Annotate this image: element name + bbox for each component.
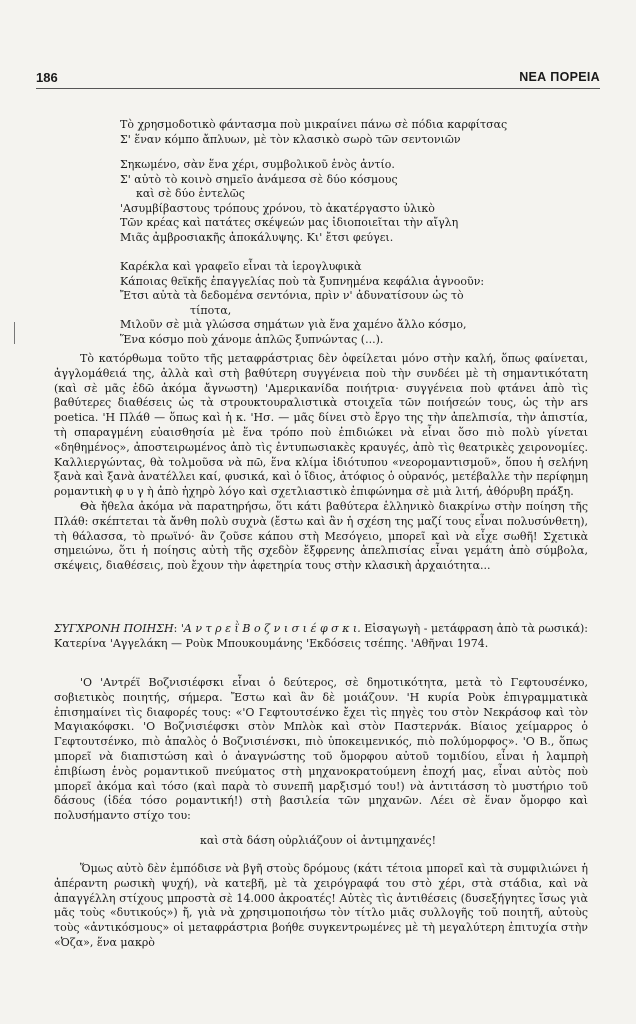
magazine-title: ΝΕΑ ΠΟΡΕΙΑ xyxy=(519,70,600,84)
poem-line: καὶ σὲ δύο ἐντελῶς xyxy=(136,187,245,200)
header-rule xyxy=(36,88,600,89)
review-heading xyxy=(54,622,588,652)
poem-line: 'Ασυμβίβαστους τρόπους χρόνου, τὸ ἀκατέργαστο ὑλικὸ xyxy=(120,201,435,215)
poem-line: Κάποιας θεϊκῆς ἐπαγγελίας ποὺ τὰ ξυπνημένα κεφάλια ἀγνοοῦν: xyxy=(120,274,485,288)
paragraph: Θὰ ἤθελα ἀκόμα νὰ παρατηρήσω, ὅτι κάτι βαθύτερα ἑλληνικὸ διακρίνω στὴν ποίηση τῆς Πλάθ: σκέπτεται τὰ ἄνθη πολὺ συχνὰ (ἔστω καὶ ἂν ἡ σχέση της μαζί τους εἶναι πολυσύνθετη), τὴ θάλασσα, τὸ πρωϊνό· ἂν ζοῦσε κάπου στὴ Μεσόγειο, μπορεῖ καὶ νὰ εἶχε σωθῆ! Σχετικὰ σημειώνω, ὅτι ἡ ποίησις αὐτὴ τῆς σχεδὸν ἔξφρενης ἀπελπισίας εἶναι γεμάτη ἀπὸ σύμβολα, σκέψεις, διαθέσεις, ποὺ ἔχουν τὴν ἀφετηρία τους στὴν κλασικὴ ἀρχαιότητα... xyxy=(54,499,588,573)
page-number: 186 xyxy=(36,70,58,85)
poem-line: Καρέκλα καὶ γραφεῖο εἶναι τὰ ἱερογλυφικὰ xyxy=(120,260,362,273)
poem-line: Ἔτσι αὐτὰ τὰ δεδομένα σεντόνια, πρὶν ν' ἀδυνατίσουν ὡς τὸ xyxy=(120,289,464,302)
poem-line: Ἕνα κόσμο ποὺ χάνομε ἁπλῶς ξυπνώντας (...). xyxy=(120,332,384,346)
review-text-continued xyxy=(54,862,588,951)
book-author: 'Α ν τ ρ ε ῒ Β ο ζ ν ι σ ι έ φ σ κ ι. xyxy=(180,622,361,635)
page-header xyxy=(36,70,600,88)
poem-line: Τὸ χρησμοδοτικὸ φάντασμα ποὺ μικραίνει πάνω σὲ πόδια καρφίτσας xyxy=(120,118,508,131)
poem-line: τίποτα, xyxy=(190,303,232,317)
review-text xyxy=(54,676,588,824)
quoted-verse: καὶ στὰ δάση οὐρλιάζουν οἱ ἀντιμηχανές! xyxy=(200,834,436,847)
paragraph: Τὸ κατόρθωμα τοῦτο τῆς μεταφράστριας δὲν ὀφείλεται μόνο στὴν καλή, ὅπως φαίνεται, ἀγγλομάθειά της, ἀλλὰ καὶ στὴ βαθύτερη συγγένεια ποὺ τὴν συνδέει μὲ τὴ σημαντικότατη (καὶ σὲ μᾶς ἐδῶ ἀκόμα ἄγνωστη) 'Αμερικανίδα ποιήτρια· συγγένεια ποὺ φτάνει ἀπὸ τὶς βαθύτερες διαθέσεις ὡς τὰ στρουκτουραλιστικὰ στοιχεῖα τῶν ποιήσεών τους, ὡς τὴν ars poetica. 'Η Πλάθ — ὅπως καὶ ἡ κ. 'Ησ. — μᾶς δίνει στὸ ἔργο της τὴν ἀπελπισία, τὴν ἀπιστία, τὴ σπαραγμένη εὐαισθησία μὲ ἕνα τρόπο ποὺ ἐπιδιώκει νὰ εἶναι ὅσο πιὸ πολὺ γίνεται «δηθημένος», ἀποστειρωμένος ἀπὸ τὶς ἐντυπωσιακὲς κραυγές, ἀπὸ τὶς θεατρικὲς χειρονομίες. Καλλιεργώντας, θὰ τολμοῦσα νὰ πῶ, ἕνα κλίμα ἰδιότυπου «νεορομαντισμοῦ», ὅπου ἡ σελήνη ξανὰ καὶ ξανὰ ἀνατέλλει καί, φυσικά, καὶ ὁ ἴδιος, ἀτόφιος ὁ οὐρανός, μετέβαλλε τὴν περίφημη ρομαντικὴ φ υ γ ὴ ἀπὸ ἠχηρὸ λόγο καὶ σχετλιαστικὸ ἐπιφώνημα σὲ μιὰ λιτή, ἀθόρυβη πράξη. xyxy=(54,352,588,499)
poem-line: Σ' αὐτὸ τὸ κοινὸ σημεῖο ἀνάμεσα σὲ δύο κόσμους xyxy=(120,172,398,186)
poem-stanza-3 xyxy=(120,260,590,347)
poem-stanza-1 xyxy=(120,118,590,147)
poem-line: Μιλοῦν σὲ μιὰ γλώσσα σημάτων γιὰ ἕνα χαμένο ἄλλο κόσμο, xyxy=(120,318,467,331)
poem-line: Τῶν κρέας καὶ πατάτες σκέψεών μας ἰδιοποιεῖται τὴν αἴγλη xyxy=(120,216,459,229)
margin-mark xyxy=(14,322,23,344)
poem-line: Μιᾶς ἀμβροσιακῆς ἀποκάλυψης. Κι' ἔτσι φεύγει. xyxy=(120,230,394,244)
book-details: Εἰσαγωγὴ - μετάφραση ἀπὸ τὰ ρωσικά): Κατερίνα 'Αγγελάκη — Ροὺκ Μπουκουμάνης 'Εκδόσεις τσέπης. 'Αθῆναι 1974. xyxy=(54,622,588,650)
poem-line: Σ' ἕναν κόμπο ἄπλυων, μὲ τὸν κλασικὸ σωρὸ τῶν σεντονιῶν xyxy=(120,132,461,146)
section-title: ΣΥΓΧΡΟΝΗ ΠΟΙΗΣΗ xyxy=(54,622,174,635)
paragraph: Ὅμως αὐτὸ δὲν ἐμπόδισε νὰ βγῆ στοὺς δρόμους (κάτι τέτοια μπορεῖ καὶ τὰ συμφιλιώνει ἡ ἀπέραντη ρωσικὴ ψυχή), νὰ κατεβῆ, μὲ τὰ χειρόγραφά του στὸ χέρι, στὰ στάδια, καὶ νὰ ἀπαγγέλλη στίχους μπροστὰ σὲ 14.000 ἀκροατές! Αὐτὲς τὶς ἀντιθέσεις (δυσεξήγητες ἴσως γιὰ μᾶς τοὺς «δυτικούς») ἤ, γιὰ νὰ χρησιμοποιήσω τὸν τίτλο μιᾶς συλλογῆς τοῦ ποιητῆ, αὐτοὺς τοὺς «ἀντικόσμους» οἱ μεταφράστρια βοήθε συγκεντρωμένες μὲ τὴ μεγαλύτερη ἐπιτυχία στὴν «Ὀζα», ἕνα μακρὸ xyxy=(54,862,588,949)
poem-line: Σηκωμένο, σὰν ἕνα χέρι, συμβολικοῦ ἑνὸς ἀντίο. xyxy=(120,158,395,171)
poem-stanza-2 xyxy=(120,158,590,245)
criticism-text xyxy=(54,352,588,574)
heading-separator: : xyxy=(173,622,181,635)
paragraph: 'Ο 'Αντρέϊ Βοζνισιέφσκι εἶναι ὁ δεύτερος, σὲ δημοτικότητα, μετὰ τὸ Γεφτουσένκο, σοβιετικὸς ποιητής, σήμερα. Ἔστω καὶ ἂν δὲ μοιάζουν. 'Η κυρία Ροὺκ ἐπιγραμματικὰ ἐπισημαίνει τὶς διαφορές τους: «'Ο Γεφτουτσένκο ἔχει τὶς πηγὲς του στὸν Νεκράσοφ καὶ τὸν Μαγιακόφσκι. 'Ο Βοζνισιέφσκι στὸν Μπλὸκ καὶ στὸν Παστερνάκ. Βίαιος χείμαρρος ὁ Γεφτουτσένκο, πιὸ ἁπαλὸς ὁ Βοζνισιένσκι, πιὸ ὑποκειμενικός, πιὸ πολύμορφος». 'Ο Β., ὅπως μπορεῖ νὰ διαπιστώση καὶ ὁ ἀναγνώστης τοῦ ὄμορφου αὐτοῦ τομιδίου, εἶναι ἡ λαμπρὴ ἐπιβίωση ἑνὸς ρομαντικοῦ πνεύματος στὴ μηχανοκρατούμενη ἐποχή μας, εἶναι αὐτὸς ποὺ μπορεῖ ἀκόμα καὶ τόσο (καὶ παρὰ τὸ συνεπῆ μαρξισμό του!) νὰ ἀντιτάσση τὸ μυστήριο τοῦ δάσους (ἰδέα τόσο ρομαντική!) στὴ βασιλεία τῶν μηχανῶν. Λέει σὲ ἕναν ὄμορφο καὶ πολυσήμαντο στίχο του: xyxy=(54,676,588,823)
